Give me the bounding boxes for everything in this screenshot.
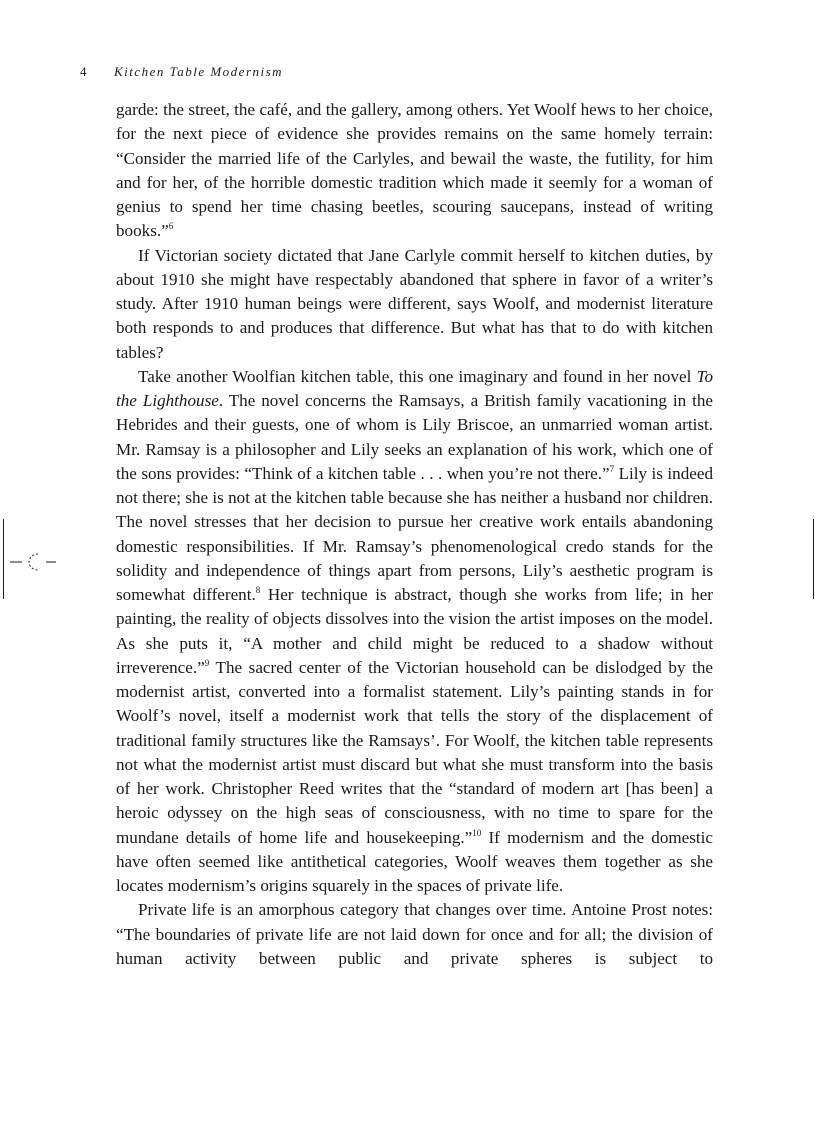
- footnote-ref-10: 10: [472, 827, 482, 838]
- footnote-ref-7: 7: [609, 463, 615, 474]
- paragraph-text: Her technique is abstract, though she works from life; in her painting, the reality of objects dissolves into the vision the artist imposes on the model. As she puts it, “A mother and child might be reduced to a shadow without irreverence.”: [116, 585, 713, 677]
- paragraph-2: [116, 244, 713, 365]
- paragraph-text: . The novel concerns the Ramsays, a British family vacationing in the Hebrides and their guests, one of whom is Lily Briscoe, an unmarried woman artist. Mr. Ramsay is a philosopher and Lily seeks an explanation of his work, which one of the sons provides: “Think of a kitchen table . . . when you’re not there.”: [116, 391, 713, 483]
- footnote-ref-9: 9: [204, 657, 210, 668]
- paragraph-text: Lily is indeed not there; she is not at the kitchen table because she has neither a husband nor children. The novel stresses that her decision to pursue her creative work entails abandoning domestic responsibilities. If Mr. Ramsay’s phenomenological credo stands for the solidity and independence of things apart from persons, Lily’s aesthetic program is somewhat different.: [116, 463, 713, 604]
- registration-mark-icon: [4, 548, 60, 576]
- page-number: 4: [80, 64, 88, 79]
- paragraph-text: Private life is an amorphous category that changes over time. Antoine Prost notes: “The boundaries of private life are not laid down for once and for all; the division of human activity between public and private spheres is subject to: [116, 900, 713, 968]
- paragraph-3: [116, 365, 713, 899]
- running-title: Kitchen Table Modernism: [114, 64, 284, 79]
- paragraph-text: garde: the street, the café, and the gallery, among others. Yet Woolf hews to her choice, for the next piece of evidence she provides remains on the same homely terrain: “Consider the married life of the Carlyles, and bewail the waste, the futility, for him and for her, of the horrible domestic tradition which made it seemly for a woman of genius to spend her time chasing beetles, scouring saucepans, instead of writing books.”: [116, 100, 713, 241]
- footnote-ref-6: 6: [168, 221, 174, 232]
- body-text: [116, 98, 713, 971]
- paragraph-1: [116, 98, 713, 244]
- paragraph-text: If modernism and the domestic have often seemed like antithetical categories, Woolf weaves them together as she locates modernism’s origins squarely in the spaces of private life.: [116, 827, 713, 895]
- paragraph-text: Take another Woolfian kitchen table, this one imaginary and found in her novel: [138, 366, 697, 386]
- paragraph-4: [116, 898, 713, 971]
- running-head: [80, 64, 283, 80]
- crop-line-right: [813, 519, 814, 599]
- paragraph-text: If Victorian society dictated that Jane Carlyle commit herself to kitchen duties, by about 1910 she might have respectably abandoned that sphere in favor of a writer’s study. After 1910 human beings were different, says Woolf, and modernist literature both responds to and produces that difference. But what has that to do with kitchen tables?: [116, 245, 713, 362]
- footnote-ref-8: 8: [255, 585, 261, 595]
- paragraph-text: The sacred center of the Victorian household can be dislodged by the modernist artist, converted into a formalist statement. Lily’s painting stands in for Woolf’s novel, itself a modernist work that tells the story of the displacement of traditional family structures like the Ramsays’. For Woolf, the kitchen table represents not what the modernist artist must discard but what she must transform into the basis of her work. Christopher Reed writes that the “standard of modern art [has been] a heroic odyssey on the high seas of consciousness, with no time to spare for the mundane details of home life and housekeeping.”: [116, 657, 713, 847]
- book-title: To the Lighthouse: [116, 366, 713, 410]
